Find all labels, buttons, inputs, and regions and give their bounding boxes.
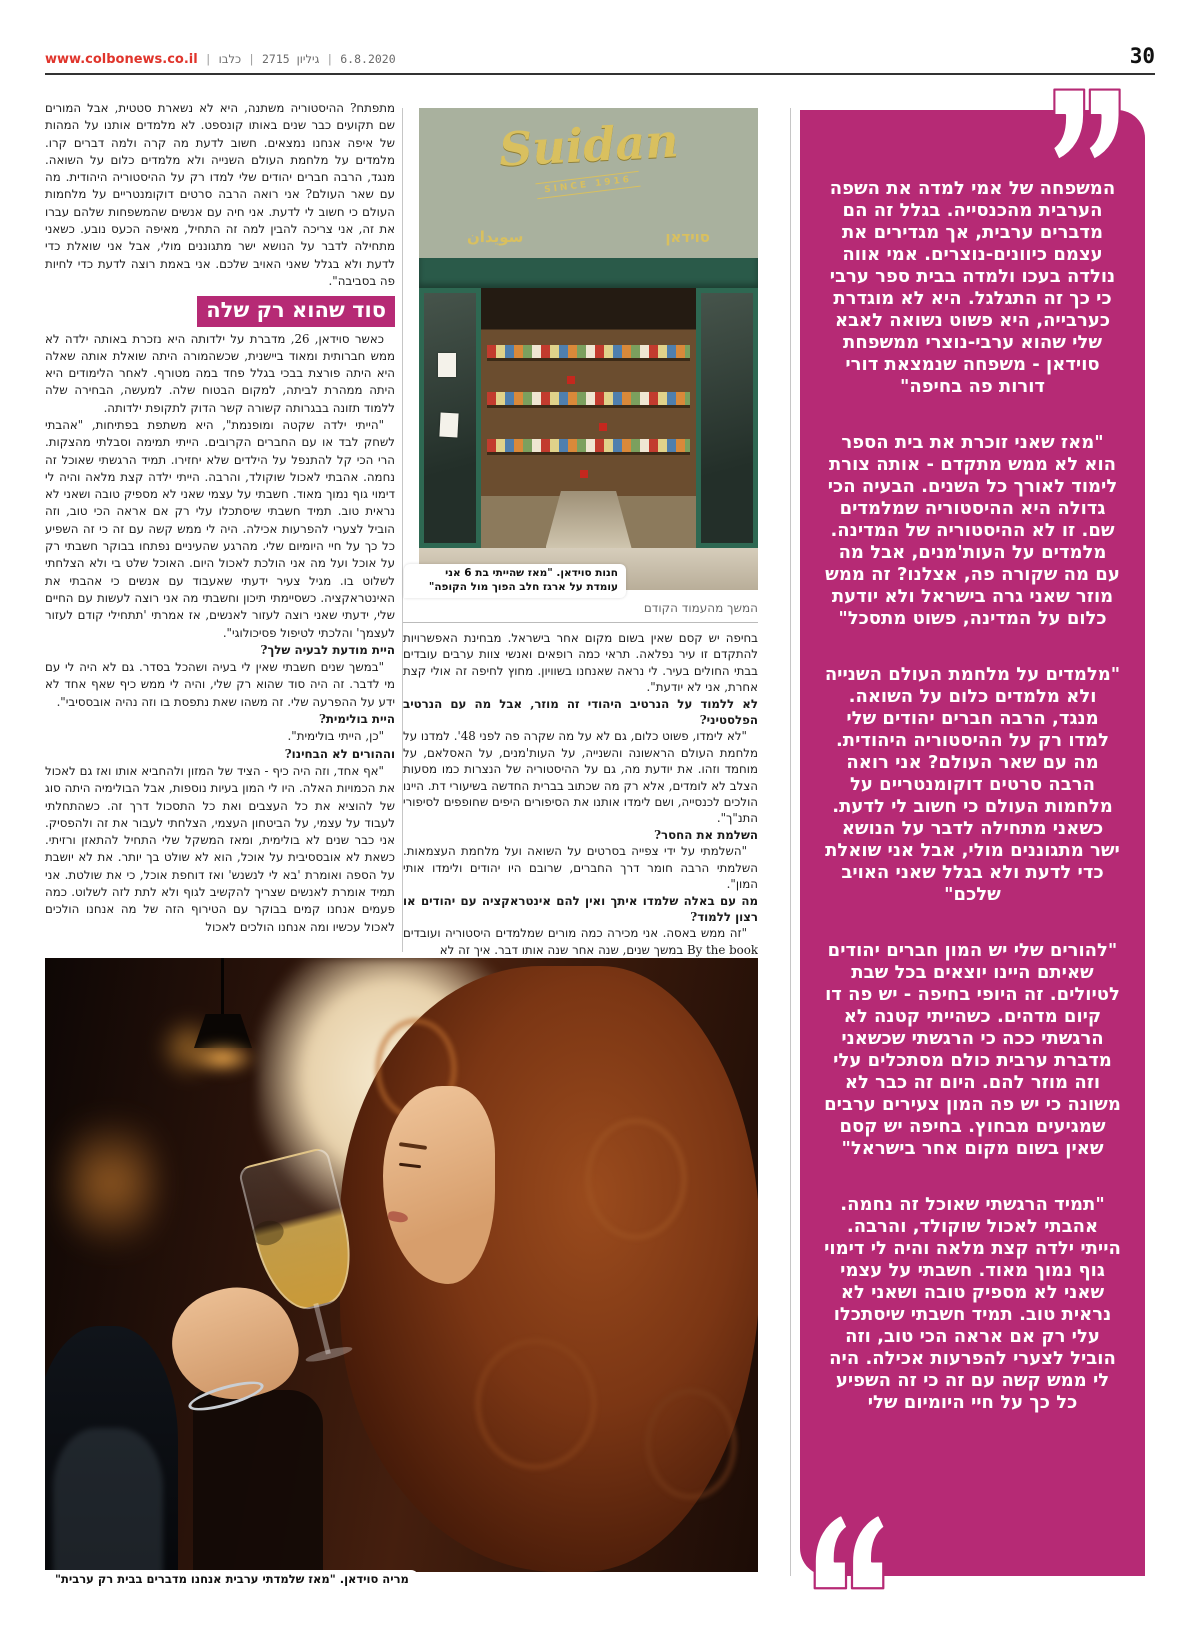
article-paragraph: "כן, הייתי בולימית".: [287, 729, 384, 744]
portrait-photo-caption: מריה סוידאן. "מאז שלמדתי ערבית אנחנו מדברים בבית רק ערבית": [45, 1570, 419, 1591]
article-paragraph: בחיפה יש קסם שאין בשום מקום אחר בישראל. מבחינת האפשרויות להתקדם זו עיר נפלאה. תראי כמה רופאים ואנשי צוות ערבים עובדים בבתי החולים בעיר. לי נראה שאנחנו בשוויון. מחוץ לחיפה זה אולי קצת אחרת, אני לא יודעת".: [403, 631, 758, 695]
separator: |: [326, 52, 334, 66]
section-headline-text: סוד שהוא רק שלה: [197, 296, 395, 326]
interview-question: מה עם באלה שלמדו איתך ואין להם אינטראקציה עם יהודים או רצון ללמוד?: [403, 893, 758, 924]
store-logo-bilingual: [467, 228, 710, 246]
price-tag: [599, 423, 607, 431]
store-logo-script: Suidan: [497, 113, 680, 177]
separator: |: [204, 52, 212, 66]
store-aisle-floor: [546, 491, 632, 548]
pull-quote-paragraph: המשפחה של אמי למדה את השפה הערבית מהכנסייה. בגלל זה הם מדברים ערבית, אך מגדירים את עצמם כיוונים-נוצרים. אמי אווה נולדה בעכו ולמדה בבית ספר ערבי כי כך זה התגלגל. היא לא מוגדרת כערבייה, היא פשוט נשואה לאבא שלי שהוא ערבי-נוצרי ממשפחת סוידאן - משפחה שנמצאת דורי דורות פה בחיפה": [829, 178, 1116, 397]
article-paragraph: "במשך שנים חשבתי שאין לי בעיה ושהכל בסדר. גם לא היה לי עם מי לדבר. זה היה סוד שהוא רק שלי, והיה לי ממש כיף שאף אחד לא ידע על ההפרעה שלי. זה משהו שאת נתפסת בו וזה נהיה אובססיבי".: [45, 660, 395, 709]
interview-question: וההורים לא הבחינו?: [284, 746, 395, 761]
store-interior-shelves: [481, 288, 696, 548]
portrait-photo: [45, 958, 758, 1572]
section-headline: [45, 296, 395, 326]
page-number: 30: [1129, 44, 1155, 68]
pendant-lamp-glow: [189, 1042, 257, 1074]
pull-quote-paragraph: "להורים שלי יש המון חברים יהודים שאיתם היינו יוצאים בכל שבת לטיולים. זה היופי בחיפה - יש פה דו קיום מדהים. כשהייתי קטנה לא הרגשתי ככה כי הרגשתי שכשאני מדברת ערבית כולם מסתכלים עלי וזה מוזר להם. היום זה כבר לא משונה כי יש פה המון צעירים ערבים שמגיעים מבחוץ. בחיפה יש קסם שאין בשום מקום אחר בישראל": [824, 940, 1121, 1159]
interview-question: היית בולימית?: [318, 712, 395, 727]
pendant-lamp-cord: [221, 958, 224, 1016]
quotation-marks-icon: [1046, 86, 1128, 164]
store-awning-band: [419, 258, 758, 288]
pull-quote-paragraph: "מלמדים על מלחמת העולם השנייה ולא מלמדים כלום על השואה. מנגד, הרבה חברים יהודים שלי למדו רק על ההיסטוריה היהודית. מה עם שאר העולם? אני רואה הרבה סרטים דוקומנטריים על מלחמות העולם כי חשוב לי לדעת. כשאני מתחילה לדבר על הנושא ישר מתגוננים מולי, אבל אני שואלת כדי לדעת ולא בגלל שאני האויב שלכם": [824, 664, 1121, 905]
pull-quote-column: [800, 110, 1145, 1576]
store-logo-since-banner: SINCE 1916: [536, 171, 641, 200]
interview-question: לא ללמוד על הנרטיב היהודי זה מוזר, אבל מה עם הנרטיב הפלסטיני?: [403, 696, 758, 728]
article-paragraph: "השלמתי על ידי צפייה בסרטים על השואה ועל מלחמת העצמאות. השלמתי הרבה חומר דרך החברים, שרובם היו יהודים ולימדו אותי המון".: [403, 844, 758, 892]
hair-curl: [645, 1388, 737, 1500]
header-rule: [45, 73, 1155, 75]
article-middle-column: [403, 630, 758, 958]
article-paragraph: "הייתי ילדה שקטה ומופנמת", היא משתפת בפתיחות, "אהבתי לשחק לבד או עם החברים הקרובים. הייתי תמימה וסבלתי מהצקות. הרי הכי קל להתנפל על הילדים שלא יחזירו. תמיד הרגשתי שאוכל זה נחמה. אהבתי לאכול שוקולד, והרבה. הייתי ילדה קצת מלאה והיה לי דימוי גוף נמוך מאוד. חשבתי על עצמי שאני לא מספיק טובה ושאני לא נראית טוב. תמיד חשבתי שיסתכלו עלי רק אם אראה הכי טוב, וזה הוביל לצערי להפרעות אכילה. היה לי ממש קשה עם זה כי זה השפיע כל כך על חיי היומיום שלי. מהרגע שהעיניים נפתחו בבוקר חשבתי רק על אוכל ועל מה אני הולכת לאכול היום. האוכל שלט בי ולא הצלחתי לשלוט בו. מגיל צעיר ידעתי שאעבוד עם אנשים כי אהבתי את האינטראקציה. כשסיימתי תיכון וחשבתי מה אני רוצה לעשות עם החיים שלי, ידעתי שאני רוצה לעזור לאנשים, אז אמרתי 'תתחילי קודם לעזור לעצמך' והלכתי לטיפול פסיכולוגי".: [45, 418, 395, 640]
publication-name: כלבו: [218, 52, 242, 66]
product-shelf-row: [487, 439, 690, 455]
continued-rule: [403, 622, 758, 623]
interview-question: היית מודעת לבעיה שלך?: [260, 642, 395, 657]
bokeh-light: [63, 1098, 158, 1268]
price-tag: [580, 470, 588, 478]
article-left-column: [45, 100, 395, 952]
price-tag: [567, 376, 575, 384]
site-url: www.colbonews.co.il: [45, 52, 198, 67]
product-shelf-row: [487, 345, 690, 361]
store-photo: [419, 108, 758, 590]
pull-quote-paragraph: "מאז שאני זוכרת את בית הספר הוא לא ממש מתקדם - אותה צורת לימוד לאורך כל השנים. הבעיה הכי גדולה היא ההיסטוריה שמלמדים שם. זו לא ההיסטוריה של המדינה. מלמדים על העות'מנים, אבל מה עם מה שקורה פה, אצלנו? זה ממש מוזר שאני גרה בישראל ולא יודעת כלום על המדינה, פשוט מתסכל": [825, 432, 1120, 629]
store-entrance: [419, 288, 758, 590]
lips: [387, 1210, 408, 1223]
door-notice: [438, 353, 456, 377]
door-notice: [439, 413, 458, 438]
article-paragraph: "אף אחד, וזה היה כיף - הציד של המזון ולהחביא אותו ואז גם לאכול את הכמויות האלה. היו לי המון בעיות נוספות, אבל הבולימיה היתה סוג של להוציא את כל העצבים ואת כל התסכול דרך זה. כשהתחלתי לעבוד על עצמי, על הביטחון העצמי, הצלחתי לעבור את זה ולהפסיק. אני כבר שנים לא בולימית, ומאז המשקל שלי התחיל להתאזן ורזיתי. כשאת לא אובססיבית על אוכל, הוא לא שולט בך יותר. את לא יושבת על הספה ואומרת 'בא לי לנשנש' ואז דוחפת אוכל, כי את שולטת. אני תמיד אומרת לאנשים שצריך להקשיב לגוף ולא לתת לזה לשלוט. כמה פעמים אנחנו קמים בבוקר עם הטירוף הזה של מה אנחנו הולכים לאכול עכשיו ומה אנחנו הולכים לאכול: [45, 763, 395, 934]
article-paragraph: "לא לימדו, פשוט כלום, גם לא על מה שקרה פה לפני 48'. למדנו על מלחמת העולם הראשונה והשנייה, על העות'מנים, על האסלאם, על מוחמד וזהו. את יודעת מה, גם על ההיסטוריה של הנצרות כמו מסעות הצלב לא לומדים, אלא רק מה שכתוב בברית החדשה בשיעורי דת. היינו הולכים לכנסייה, ושם לימדו אותנו את הסיפורים היפים שחופפים לסיפורי התנ"ך".: [403, 729, 758, 826]
chair-silhouette: [193, 1390, 323, 1572]
article-paragraph: כאשר סוידאן, 26, מדברת על ילדותה היא נזכרת באותה ילדה לא ממש חברותית ומאוד ביישנית, שכשהמורה היתה שואלת אותה שאלה היא היתה פורצת בבכי בגלל פחד במה מטורף. לאחר הלימודים היא היתה ממהרת לביתה, למקום הבטוח שלה. למעשה, הבחירה שלה ללמוד תזונה בבגרותה קשורה קשר הדוק לתקופת ילדותה.: [45, 331, 395, 415]
glass-stem: [313, 1303, 330, 1355]
closed-eye: [399, 1163, 421, 1169]
masthead: [45, 52, 396, 67]
eyebrow: [399, 1142, 427, 1150]
separator: |: [248, 52, 255, 66]
store-sign: [419, 108, 758, 258]
column-divider: [790, 108, 791, 1576]
store-logo-arabic: سويدان: [467, 228, 524, 246]
article-paragraph: "זה ממש באסה. אני מכירה כמה מורים שמלמדים היסטוריה ועובדים By the book במשך שנים, שנה אחר שנה אותו דבר. איך זה לא: [403, 926, 758, 957]
article-paragraph: מתפתח? ההיסטוריה משתנה, היא לא נשארת סטטית, אבל המורים שם תקועים כבר שנים באותו קונספט. לא מלמדים אותנו על המהות של איפה אנחנו נמצאים. חשוב לדעת מה קרה ולמה דברים קרו. מלמדים על מלחמת העולם השנייה ולא מלמדים כלום על השואה. מנגד, הרבה חברים יהודים שלי למדו רק על ההיסטוריה היהודית. מה עם שאר העולם? אני רואה הרבה סרטים דוקומנטריים על מלחמות העולם כי חשוב לי לדעת. אני חיה עם אנשים שהמשפחות שלהם עברו את זה, אני צריכה להבין למה זה התחיל, מאיפה הכעס נובע. כשאני מתחילה לדבר על הנושא ישר מתגוננים מולי, אבל אני שואלת כדי לדעת ולא בגלל שאני האויב שלכם. אני באמת רוצה לדעת כדי לחיות פה בסביבה".: [45, 101, 395, 288]
background-person-jacket: [53, 1428, 163, 1572]
pull-quote-paragraph: "תמיד הרגשתי שאוכל זה נחמה. אהבתי לאכול שוקולד, והרבה. הייתי ילדה קצת מלאה והיה לי דימוי גוף נמוך מאוד. חשבתי על עצמי שאני לא מספיק טובה ושאני לא נראית טוב. תמיד חשבתי שיסתכלו עלי רק אם אראה הכי טוב, וזה הוביל לצערי להפרעות אכילה. היה לי ממש קשה עם זה כי זה השפיע כל כך על חיי היומיום שלי: [824, 1194, 1121, 1413]
issue-number: גיליון 2715: [262, 52, 320, 66]
store-logo-hebrew: סוידאן: [665, 228, 710, 246]
quotation-marks-icon: [806, 1510, 892, 1592]
glass-door-right: [696, 288, 758, 548]
glass-door-left: [419, 288, 481, 548]
continued-from-previous-label: המשך מהעמוד הקודם: [643, 601, 758, 615]
store-photo-caption: חנות סוידאן. "מאז שהייתי בת 6 אני עומדת על ארגז חלב הפוך מול הקופה": [404, 564, 626, 598]
interview-question: השלמת את החסר?: [654, 827, 758, 842]
hair-curl: [475, 1338, 597, 1470]
product-shelf-row: [487, 392, 690, 408]
issue-date: 6.8.2020: [340, 52, 396, 66]
hair-curl: [585, 1118, 687, 1240]
